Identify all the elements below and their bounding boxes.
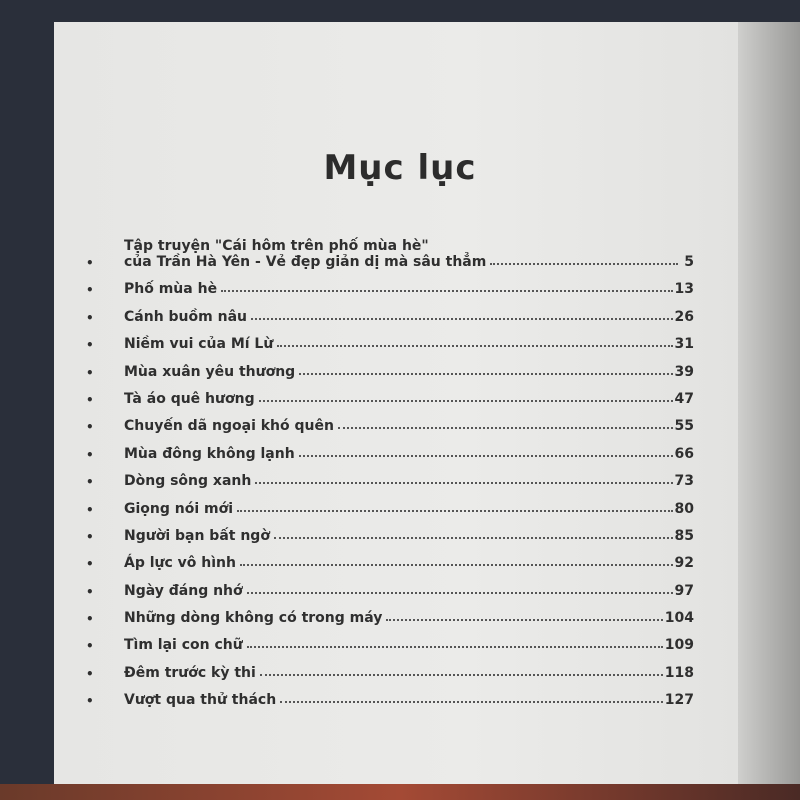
leader-dots — [277, 345, 672, 347]
background-surface — [0, 784, 800, 800]
toc-entry — [80, 626, 694, 653]
toc-entry — [80, 571, 694, 598]
toc-page-number: 127 — [664, 692, 694, 709]
toc-page-number: 97 — [674, 582, 694, 599]
leader-dots — [260, 674, 663, 676]
bullet: • — [86, 502, 94, 517]
toc-entry-title: Mùa đông không lạnh — [124, 445, 295, 462]
toc-entry — [80, 489, 694, 516]
toc-entry — [80, 653, 694, 680]
toc-entry — [80, 434, 694, 461]
toc-entry — [80, 462, 694, 489]
bullet: • — [86, 365, 94, 380]
bullet: • — [86, 310, 94, 325]
page-title: Mục lục — [323, 148, 477, 188]
leader-dots — [299, 455, 673, 457]
toc-page-number: 80 — [674, 500, 694, 517]
leader-dots — [280, 701, 663, 703]
leader-dots — [251, 318, 673, 320]
toc-entry — [80, 270, 694, 297]
toc-page-number: 5 — [684, 254, 694, 270]
toc-page-number: 55 — [674, 418, 694, 435]
bullet: • — [86, 338, 94, 353]
leader-dots — [299, 373, 672, 375]
toc-page-number: 118 — [664, 664, 694, 681]
toc-entry-title-line2: của Trần Hà Yên - Vẻ đẹp giản dị mà sâu thẳm — [124, 254, 487, 270]
toc-entry — [80, 226, 694, 270]
toc-page-number: 13 — [674, 281, 694, 298]
bullet: • — [86, 392, 94, 407]
toc-entry-title — [124, 238, 486, 270]
toc-entry — [80, 517, 694, 544]
toc-entry-title: Chuyến dã ngoại khó quên — [124, 418, 334, 435]
toc-entry-title: Giọng nói mới — [124, 500, 234, 517]
leader-dots — [386, 619, 662, 621]
toc-entry-title-line1: Tập truyện "Cái hôm trên phố mùa hè" — [124, 238, 429, 254]
bullet: • — [86, 557, 94, 572]
toc-entry-title: Tà áo quê hương — [124, 390, 255, 407]
toc-entry-title: Áp lực vô hình — [124, 555, 236, 572]
bullet: • — [86, 475, 94, 490]
bullet: • — [86, 529, 94, 544]
toc-page-number: 66 — [674, 445, 694, 462]
toc-entry-title: Những dòng không có trong máy — [124, 610, 383, 627]
bullet: • — [86, 694, 94, 709]
leader-dots — [274, 537, 673, 539]
toc-page-number: 92 — [674, 555, 694, 572]
bullet: • — [86, 584, 94, 599]
leader-dots — [237, 510, 672, 512]
toc-entry-title: Vượt qua thử thách — [124, 692, 277, 709]
toc-entry — [80, 407, 694, 434]
toc-entry-title: Ngày đáng nhớ — [124, 582, 243, 599]
leader-dots — [255, 482, 672, 484]
toc-entry — [80, 380, 694, 407]
table-of-contents — [80, 226, 694, 708]
toc-page-number: 31 — [674, 336, 694, 353]
toc-entry-title: Cánh buồm nâu — [124, 308, 247, 325]
toc-entry-title: Tìm lại con chữ — [124, 637, 243, 654]
leader-dots — [221, 290, 672, 292]
leader-dots — [240, 564, 673, 566]
toc-page-number: 109 — [664, 637, 694, 654]
bullet: • — [86, 256, 94, 270]
toc-page-number: 39 — [674, 363, 694, 380]
leader-dots — [247, 646, 663, 648]
toc-entry — [80, 599, 694, 626]
leader-dots — [247, 592, 673, 594]
book-edge — [738, 22, 800, 800]
toc-entry-title: Dòng sông xanh — [124, 473, 252, 490]
toc-page-number: 85 — [674, 527, 694, 544]
bullet: • — [86, 612, 94, 627]
toc-entry — [80, 325, 694, 352]
bullet: • — [86, 639, 94, 654]
toc-entry-title: Niềm vui của Mí Lừ — [124, 336, 274, 353]
toc-page-number: 26 — [674, 308, 694, 325]
toc-page-number: 73 — [674, 473, 694, 490]
bullet: • — [86, 283, 94, 298]
leader-dots — [259, 400, 673, 402]
leader-dots — [338, 427, 673, 429]
toc-entry — [80, 544, 694, 571]
bullet: • — [86, 666, 94, 681]
leader-dots — [490, 263, 678, 265]
toc-entry — [80, 681, 694, 708]
toc-entry-title: Đêm trước kỳ thi — [124, 664, 256, 681]
toc-page-number: 47 — [674, 390, 694, 407]
toc-entry — [80, 352, 694, 379]
toc-page-number: 104 — [664, 610, 694, 627]
bullet: • — [86, 420, 94, 435]
bullet: • — [86, 447, 94, 462]
toc-entry-title: Phố mùa hè — [124, 281, 218, 298]
toc-entry-title: Người bạn bất ngờ — [124, 527, 270, 544]
toc-entry-title: Mùa xuân yêu thương — [124, 363, 296, 380]
toc-entry — [80, 297, 694, 324]
